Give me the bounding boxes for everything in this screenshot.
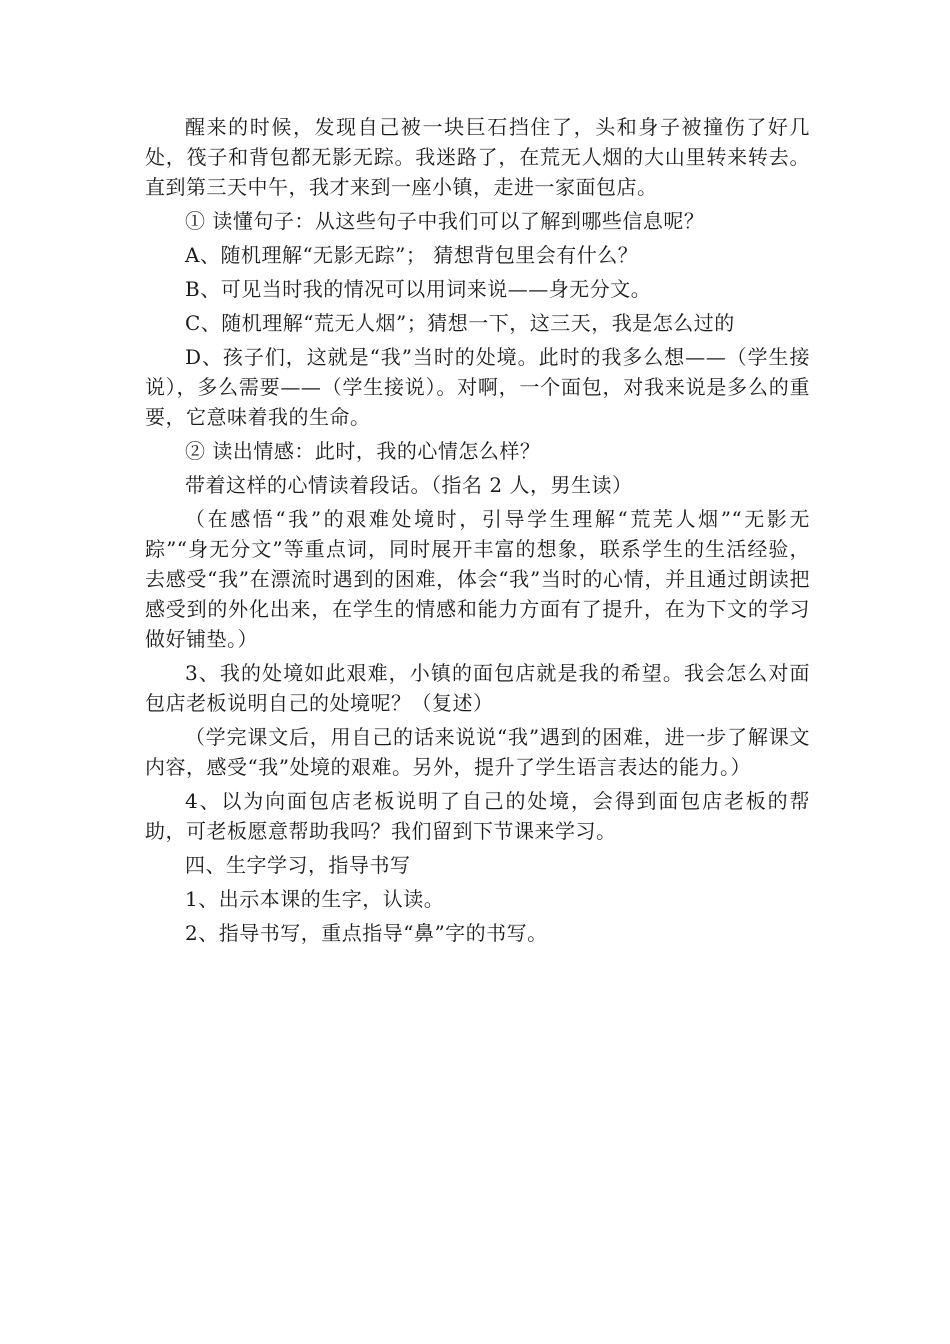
paragraph-step-3: 3、我的处境如此艰难，小镇的面包店就是我的希望。我会怎么对面包店老板说明自己的处境呢？（复述） [145,661,810,715]
paragraph-read-aloud: 带着这样的心情读着段话。（指名 2 人，男生读） [185,473,633,497]
section-heading-characters: 四、生字学习，指导书写 [185,853,411,877]
paragraph-item-d: D、孩子们，这就是“我”当时的处境。此时的我多么想——（学生接说），多么需要——（学生接说）。对啊，一个面包，对我来说是多么的重要，它意味着我的生命。 [145,345,810,429]
paragraph-teaching-note-2: （学完课文后，用自己的话来说说“我”遇到的困难，进一步了解课文内容，感受“我”处境的艰难。另外，提升了学生语言表达的能力。） [145,725,810,779]
paragraph-item-a: A、随机理解“无影无踪”； 猜想背包里会有什么？ [185,243,639,267]
document-body [145,112,810,952]
paragraph-understand-sentences: ① 读懂句子：从这些句子中我们可以了解到哪些信息呢？ [185,209,705,233]
paragraph-item-b: B、可见当时我的情况可以用词来说——身无分文。 [185,277,652,301]
paragraph-waking-up: 醒来的时候，发现自己被一块巨石挡住了，头和身子被撞伤了好几处，筏子和背包都无影无踪。我迷路了，在荒无人烟的大山里转来转去。直到第三天中午，我才来到一座小镇，走进一家面包店。 [145,115,810,199]
paragraph-read-emotion: ② 读出情感：此时，我的心情怎么样？ [185,439,541,463]
paragraph-item-c: C、随机理解“荒无人烟”；猜想一下，这三天，我是怎么过的 [185,311,735,335]
paragraph-characters-2: 2、指导书写，重点指导“鼻”字的书写。 [185,921,548,945]
paragraph-characters-1: 1、出示本课的生字，认读。 [185,887,445,911]
paragraph-step-4: 4、以为向面包店老板说明了自己的处境，会得到面包店老板的帮助，可老板愿意帮助我吗？我们留到下节课来学习。 [145,789,810,843]
paragraph-teaching-note-1: （在感悟“我”的艰难处境时，引导学生理解“荒芜人烟”“无影无踪”“身无分文”等重点词，同时展开丰富的想象，联系学生的生活经验，去感受“我”在漂流时遇到的困难，体会“我”当时的心情，并且通过朗读把感受到的外化出来，在学生的情感和能力方面有了提升，在为下文的学习做好铺垫。） [145,507,810,651]
